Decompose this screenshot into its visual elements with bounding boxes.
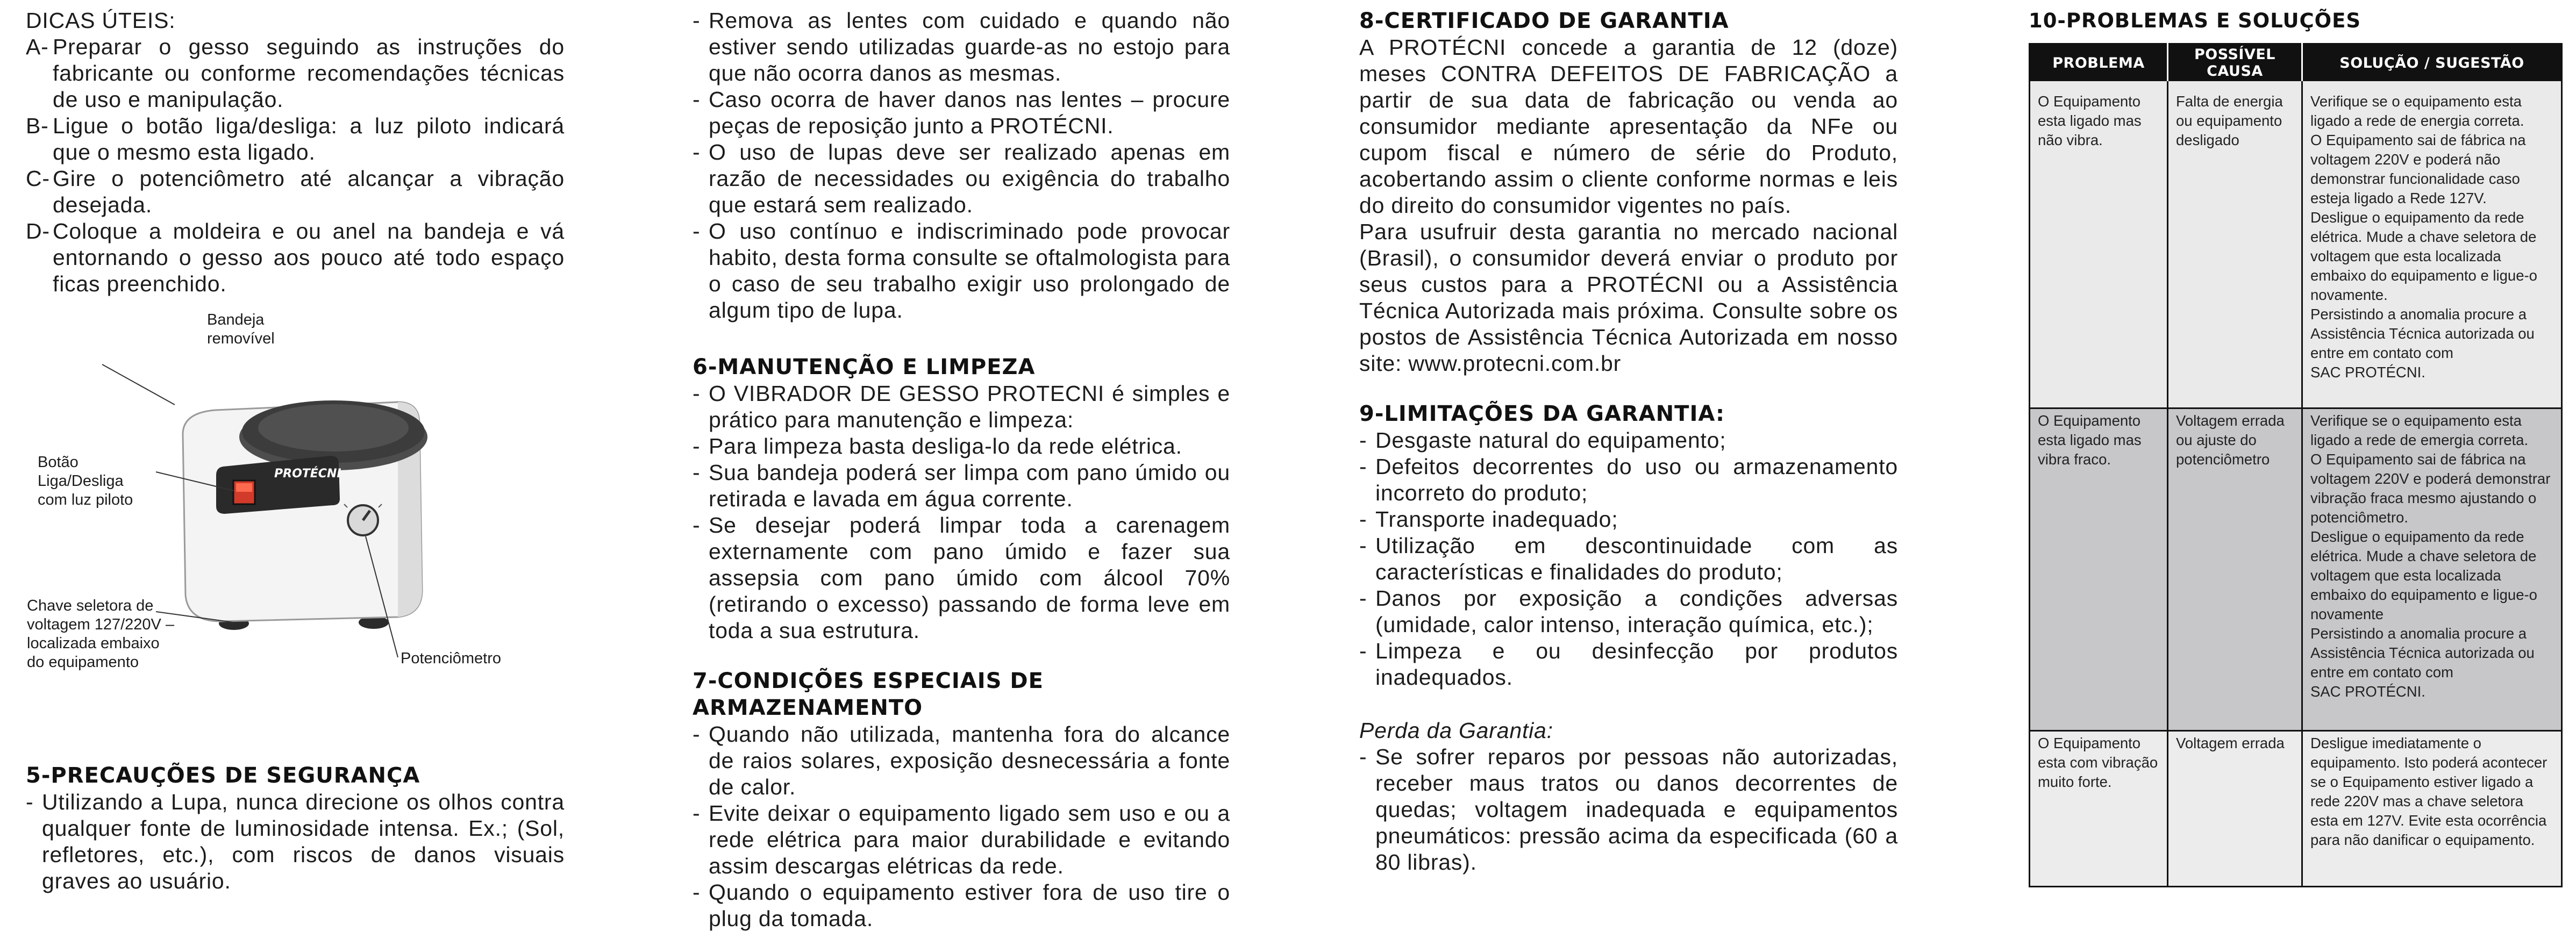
tip-item [26, 218, 565, 297]
list-item: - Quando não utilizada, mantenha fora do alcance de raios solares, exposição desnecessária a fonte de calor. [693, 722, 1230, 799]
tray-callout: Bandeja removível [207, 311, 275, 347]
section-9-list [1359, 427, 1898, 691]
section-8-title: 8-CERTIFICADO DE GARANTIA [1359, 9, 1729, 33]
section-7-list [693, 721, 1230, 932]
tip-text: Ligue o botão liga/desliga: a luz piloto indicará que o mesmo esta ligado. [53, 113, 565, 164]
column-header-problem: PROBLEMA [2030, 44, 2168, 82]
list-item: - Remova as lentes com cuidado e quando não estiver sendo utilizadas guarde-as no estojo para que não ocorra danos as mesmas. [693, 8, 1230, 85]
list-item: - Quando o equipamento estiver fora de uso tire o plug da tomada. [693, 880, 1230, 931]
list-item: - Defeitos decorrentes do uso ou armazenamento incorreto do produto; [1359, 454, 1898, 505]
table-row [2030, 730, 2562, 886]
list-item: - Para limpeza basta desliga-lo da rede elétrica. [693, 434, 1182, 458]
tip-marker: B- [26, 113, 49, 138]
tip-marker: A- [26, 34, 49, 59]
tips-title: DICAS ÚTEIS: [26, 8, 176, 33]
solution-cell: Desligue imediatamente o equipamento. Isto poderá acontecer se o Equipamento estiver ligado a rede 220V mas a chave seletora esta em 127V. Evite esta ocorrência para não danificar o equipamento. [2302, 730, 2562, 886]
list-item: - Desgaste natural do equipamento; [1359, 428, 1726, 453]
list-item: - O uso de lupas deve ser realizado apenas em razão de necessidades ou exigência do trabalho que estará sem realizado. [693, 140, 1230, 217]
problem-cell: O Equipamento esta com vibração muito forte. [2030, 730, 2168, 886]
tip-item [26, 34, 565, 113]
list-item: - Limpeza e ou desinfecção por produtos inadequados. [1359, 639, 1898, 690]
problem-cell: O Equipamento esta ligado mas não vibra. [2030, 81, 2168, 408]
section-5-list [26, 789, 565, 894]
warranty-paragraph-1: A PROTÉCNI concede a garantia de 12 (doze) meses CONTRA DEFEITOS DE FABRICAÇÃO a partir de sua data de fabricação ou venda ao consumidor mediante apresentação da NFe ou cupom fiscal e número de série do Produto, acobertando assim o cliente conforme normas e leis do direito do consumidor vigentes no país. [1359, 35, 1898, 218]
list-item: - Se desejar poderá limpar toda a carenagem externamente com pano úmido e fazer sua assepsia com pano úmido com álcool 70% (retirando o excesso) passando de forma leve em toda a sua estrutura. [693, 513, 1230, 643]
list-item: - Sua bandeja poderá ser limpa com pano úmido ou retirada e lavada em água corrente. [693, 460, 1230, 511]
section-9-title: 9-LIMITAÇÕES DA GARANTIA: [1359, 402, 1725, 426]
section-5 [26, 762, 565, 894]
product-illustration [22, 311, 538, 687]
table-row [2030, 408, 2562, 730]
tip-item [26, 113, 565, 166]
section-10-title: 10-PROBLEMAS E SOLUÇÕES [2029, 9, 2361, 32]
tips-list [26, 34, 565, 297]
column-3 [1359, 8, 1898, 876]
column-header-solution: SOLUÇÃO / SUGESTÃO [2302, 44, 2562, 82]
list-item: - Evite deixar o equipamento ligado sem uso e ou a rede elétrica para maior durabilidade e evitando assim descargas elétricas da rede. [693, 801, 1230, 878]
tip-text: Preparar o gesso seguindo as instruções do fabricante ou conforme recomendações técnicas de uso e manipulação. [53, 34, 565, 112]
solution-cell: Verifique se o equipamento esta ligado a rede de emergia correta. O Equipamento sai de fábrica na voltagem 220V e poderá demonstrar vibração fraca mesmo ajustando o potenciômetro. Desligue o equipamento da rede elétrica. Mude a chave seletora de voltagem que esta localizada embaixo do equipamento e ligue-o novamente Persistindo a anomalia procure a Assistência Técnica autorizada ou entre em contato com SAC PROTÉCNI. [2302, 408, 2562, 730]
tip-item [26, 166, 565, 218]
section-5-continued [693, 8, 1230, 324]
list-item: - Transporte inadequado; [1359, 507, 1618, 532]
section-6-list [693, 381, 1230, 644]
brand-logo: PROTÉCNI [274, 467, 341, 481]
tip-text: Coloque a moldeira e ou anel na bandeja e vá entornando o gesso aos pouco até todo espaço ficas preenchido. [53, 219, 565, 296]
column-header-cause: POSSÍVEL CAUSA [2168, 44, 2302, 82]
warranty-paragraph-2: Para usufruir desta garantia no mercado nacional (Brasil), o consumidor deverá enviar o produto por seus custos para a PROTÉCNI ou a Assistência Técnica Autorizada mais próxima. Consulte sobre os postos de Assistência Técnica Autorizada em nosso site: www.protecni.com.br [1359, 219, 1898, 376]
troubleshooting-table [2029, 43, 2563, 887]
table-header-row [2030, 44, 2562, 82]
potentiometer-callout: Potenciômetro [401, 650, 501, 667]
cause-cell: Voltagem errada [2168, 730, 2302, 886]
section-5-title: 5-PRECAUÇÕES DE SEGURANÇA [26, 763, 420, 788]
tip-marker: C- [26, 166, 50, 191]
solution-cell: Verifique se o equipamento esta ligado a rede de energia correta. O Equipamento sai de fábrica na voltagem 220V e poderá não demonstrar funcionalidade caso esteja ligado a Rede 127V. Desligue o equipamento da rede elétrica. Mude a chave seletora de voltagem que esta localizada embaixo do equipamento e ligue-o novamente. Persistindo a anomalia procure a Assistência Técnica autorizada ou entre em contato com SAC PROTÉCNI. [2302, 81, 2562, 408]
section-6-title: 6-MANUTENÇÃO E LIMPEZA [693, 355, 1036, 379]
cause-cell: Voltagem errada ou ajuste do potenciômetro [2168, 408, 2302, 730]
table-row [2030, 81, 2562, 408]
list-item: - O VIBRADOR DE GESSO PROTECNI é simples e prático para manutenção e limpeza: [693, 381, 1230, 432]
cause-cell: Falta de energia ou equipamento desligado [2168, 81, 2302, 408]
tip-marker: D- [26, 219, 50, 243]
tip-text: Gire o potenciômetro até alcançar a vibração desejada. [53, 166, 565, 217]
problem-cell: O Equipamento esta ligado mas vibra fraco. [2030, 408, 2168, 730]
list-item: - O uso contínuo e indiscriminado pode provocar habito, desta forma consulte se oftalmologista para o caso de seu trabalho exigir uso prolongado de algum tipo de lupa. [693, 219, 1230, 322]
warranty-loss-list [1359, 744, 1898, 876]
switch-callout: Botão Liga/Desliga com luz piloto [38, 454, 133, 508]
list-item: - Caso ocorra de haver danos nas lentes – procure peças de reposição junto a PROTÉCNI. [693, 87, 1230, 138]
column-2 [693, 8, 1230, 932]
warranty-loss-title: Perda da Garantia: [1359, 718, 1553, 743]
selector-callout: Chave seletora de voltagem 127/220V – localizada embaixo do equipamento [27, 597, 175, 671]
list-item: - Utilização em descontinuidade com as características e finalidades do produto; [1359, 533, 1898, 584]
column-1 [26, 8, 565, 297]
section-7-title: 7-CONDIÇÕES ESPECIAIS DE ARMAZENAMENTO [693, 669, 1044, 720]
list-item: - Se sofrer reparos por pessoas não autorizadas, receber maus tratos ou danos decorrentes de quedas; voltagem inadequada e equipamentos pneumáticos: pressão acima da especificada (60 a 80 libras). [1359, 744, 1898, 874]
list-item: - Utilizando a Lupa, nunca direcione os olhos contra qualquer fonte de luminosidade intensa. Ex.; (Sol, refletores, etc.), com riscos de danos visuais graves ao usuário. [26, 790, 565, 893]
list-item: - Danos por exposição a condições adversas (umidade, calor intenso, interação química, etc.); [1359, 586, 1898, 637]
